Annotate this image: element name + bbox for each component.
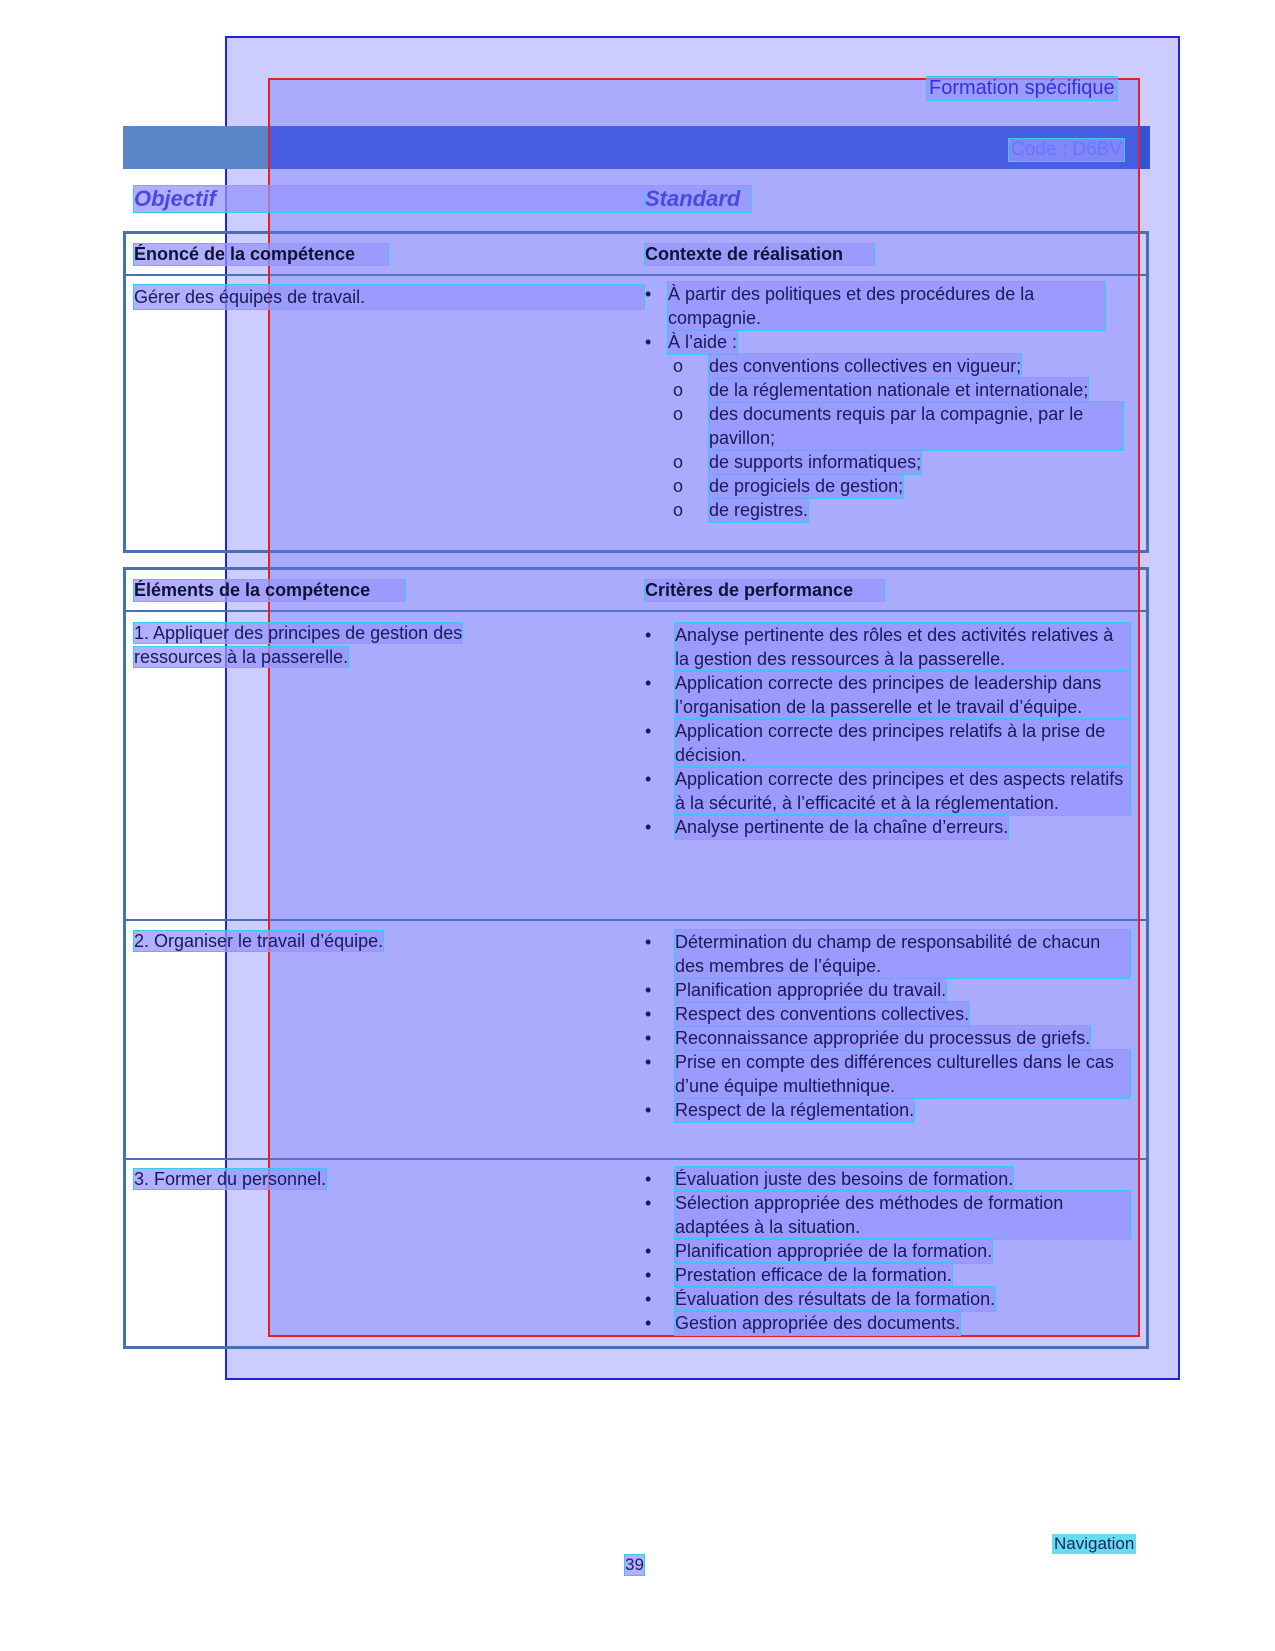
bullet-icon: • — [645, 1100, 652, 1120]
code-bar-accent — [123, 126, 268, 169]
list-item-text: Gestion appropriée des documents. — [675, 1313, 961, 1333]
bullet-icon: • — [645, 980, 652, 1000]
bullet-icon: • — [645, 1313, 652, 1333]
list-item-text: de la réglementation nationale et internationale; — [709, 380, 1089, 400]
context-sub-list — [673, 354, 1123, 522]
bullet-icon: • — [645, 1265, 652, 1285]
list-item-text: de registres. — [709, 500, 809, 520]
list-item — [673, 450, 1123, 474]
navigation-link[interactable]: Navigation — [1054, 1534, 1135, 1553]
list-item-text: Analyse pertinente des rôles et des activités relatives à la gestion des ressources à la passerelle. — [675, 623, 1130, 671]
list-item — [645, 1191, 1130, 1239]
list-item — [645, 767, 1130, 815]
element-2 — [134, 929, 644, 953]
element-3 — [134, 1167, 644, 1191]
list-item — [645, 1287, 1130, 1311]
list-item — [645, 1002, 1130, 1026]
list-item-text: Application correcte des principes relatifs à la prise de décision. — [675, 719, 1130, 767]
element-text: 3. Former du personnel. — [134, 1169, 327, 1189]
page-title: Formation spécifique — [929, 77, 1115, 99]
list-item-text: de supports informatiques; — [709, 452, 922, 472]
list-item — [645, 1311, 1130, 1335]
list-item-text: Planification appropriée de la formation. — [675, 1241, 993, 1261]
list-item — [645, 719, 1130, 767]
criteria-list-3 — [645, 1167, 1130, 1335]
circle-bullet-icon: o — [673, 380, 684, 400]
list-item-text: Détermination du champ de responsabilité de chacun des membres de l’équipe. — [675, 930, 1130, 978]
list-item — [645, 623, 1130, 671]
circle-bullet-icon: o — [673, 476, 684, 496]
element-text: 1. Appliquer des principes de gestion des ressources à la passerelle. — [134, 623, 463, 667]
standard-label: Standard — [645, 186, 751, 212]
list-item — [645, 1026, 1130, 1050]
list-item — [673, 402, 1123, 450]
bullet-icon: • — [645, 1169, 652, 1189]
bullet-icon: • — [645, 284, 652, 304]
list-item — [645, 330, 1105, 354]
list-item — [645, 1167, 1130, 1191]
list-item-text: À l’aide : — [668, 332, 738, 352]
circle-bullet-icon: o — [673, 500, 684, 520]
bullet-icon: • — [645, 1052, 652, 1072]
list-item-text: Analyse pertinente de la chaîne d’erreurs. — [675, 817, 1009, 837]
course-code: Code : D6BV — [1011, 139, 1122, 160]
list-item-text: de progiciels de gestion; — [709, 476, 904, 496]
context-list — [645, 282, 1105, 354]
circle-bullet-icon: o — [673, 356, 684, 376]
competence-statement: Gérer des équipes de travail. — [134, 285, 644, 309]
circle-bullet-icon: o — [673, 404, 684, 424]
list-item-text: Évaluation juste des besoins de formation. — [675, 1169, 1014, 1189]
list-item — [673, 474, 1123, 498]
list-item — [645, 1098, 1130, 1122]
list-item-text: Évaluation des résultats de la formation. — [675, 1289, 996, 1309]
list-item — [645, 282, 1105, 330]
criteria-header: Critères de performance — [645, 580, 884, 601]
list-item — [645, 1239, 1130, 1263]
criteria-list-2 — [645, 930, 1130, 1122]
list-item-text: Planification appropriée du travail. — [675, 980, 947, 1000]
bullet-icon: • — [645, 769, 652, 789]
list-item-text: des conventions collectives en vigueur; — [709, 356, 1022, 376]
objective-label: Objectif — [134, 186, 644, 212]
list-item — [645, 930, 1130, 978]
bullet-icon: • — [645, 1241, 652, 1261]
bullet-icon: • — [645, 721, 652, 741]
context-header: Contexte de réalisation — [645, 244, 874, 265]
element-1 — [134, 621, 519, 669]
bullet-icon: • — [645, 1028, 652, 1048]
list-item-text: des documents requis par la compagnie, par le pavillon; — [709, 402, 1123, 450]
list-item-text: Respect des conventions collectives. — [675, 1004, 970, 1024]
list-item-text: À partir des politiques et des procédures de la compagnie. — [668, 282, 1105, 330]
list-item — [645, 671, 1130, 719]
bullet-icon: • — [645, 625, 652, 645]
bullet-icon: • — [645, 1004, 652, 1024]
list-item-text: Prestation efficace de la formation. — [675, 1265, 952, 1285]
bullet-icon: • — [645, 1193, 652, 1213]
element-text: 2. Organiser le travail d’équipe. — [134, 931, 384, 951]
list-item — [673, 354, 1123, 378]
list-item-text: Sélection appropriée des méthodes de formation adaptées à la situation. — [675, 1191, 1130, 1239]
criteria-list-1 — [645, 623, 1130, 839]
list-item — [645, 978, 1130, 1002]
bullet-icon: • — [645, 817, 652, 837]
list-item — [673, 378, 1123, 402]
list-item-text: Application correcte des principes et des aspects relatifs à la sécurité, à l’efficacité et à la réglementation. — [675, 767, 1130, 815]
list-item — [645, 1050, 1130, 1098]
bullet-icon: • — [645, 673, 652, 693]
list-item-text: Prise en compte des différences culturelles dans le cas d’une équipe multiethnique. — [675, 1050, 1130, 1098]
bullet-icon: • — [645, 1289, 652, 1309]
list-item-text: Respect de la réglementation. — [675, 1100, 915, 1120]
list-item-text: Reconnaissance appropriée du processus de griefs. — [675, 1028, 1091, 1048]
list-item — [645, 815, 1130, 839]
list-item-text: Application correcte des principes de leadership dans l’organisation de la passerelle et le travail d’équipe. — [675, 671, 1130, 719]
competence-statement-header: Énoncé de la compétence — [134, 244, 388, 265]
elements-header: Éléments de la compétence — [134, 580, 405, 601]
list-item — [645, 1263, 1130, 1287]
list-item — [673, 498, 1123, 522]
bullet-icon: • — [645, 332, 652, 352]
page-number: 39 — [625, 1555, 644, 1574]
bullet-icon: • — [645, 932, 652, 952]
circle-bullet-icon: o — [673, 452, 684, 472]
